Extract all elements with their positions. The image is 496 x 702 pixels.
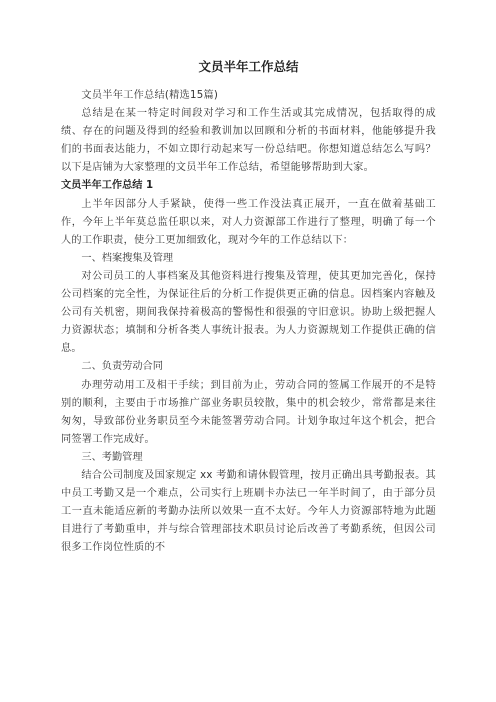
intro-paragraph: 总结是在某一特定时间段对学习和工作生活或其完成情况，包括取得的成绩、存在的问题及得到的经验和教训加以回顾和分析的书面材料，他能够提升我们的书面表达能力，不如立即行动起来写一份总结吧。你想知道总结怎么写吗？以下是店铺为大家整理的文员半年工作总结，希望能够帮助到大家。 (61, 108, 436, 174)
document-title: 文员半年工作总结 (198, 59, 299, 74)
paragraph-contracts: 办理劳动用工及相干手续；到目前为止，劳动合同的签属工作展开的不是特别的顺利，主要由于市场推广部业务职员较散，集中的机会较少，常常都是来往匆匆，导致部份业务职员至今未能签署劳动合同。计划争取过年这个机会，把合同签署工作完成好。 (61, 379, 436, 445)
paragraph-1: 上半年因部分人手紧缺，使得一些工作没法真正展开，一直在做着基础工作，今年上半年莫总监任职以来，对人力资源部工作进行了整理，明确了每一个人的工作职责，使分工更加细致化，现对今年的工作总结以下： (61, 198, 436, 246)
document-subtitle: 文员半年工作总结(精选15篇) (81, 90, 219, 101)
section-heading-contracts: 二、负责劳动合同 (81, 361, 163, 373)
summary-heading-1: 文员半年工作总结 1 (61, 180, 154, 192)
section-heading-archives: 一、档案搜集及管理 (81, 252, 174, 264)
paragraph-archives: 对公司员工的人事档案及其他资料进行搜集及管理，使其更加完善化，保持公司档案的完全性，为保证往后的分析工作提供更正确的信息。因档案内容触及公司有关机密，期间我保持着极高的警惕性和很强的守旧意识。协助上级把握人力资源状态；填制和分析各类人事统计报表。为人力资源规划工作提供正确的信息。 (61, 270, 436, 355)
section-heading-attendance: 三、考勤管理 (81, 451, 143, 463)
paragraph-attendance: 结合公司制度及国家规定 xx 考勤和请休假管理，按月正确出具考勤报表。其中员工考勤又是一个难点，公司实行上班刷卡办法已一年半时间了，由于部分员工一直未能适应新的考勤办法所以效果一直不太好。今年人力资源部特地为此题目进行了考勤重申，并与综合管理部技术职员讨论后改善了考勤系统，但因公司很多工作岗位性质的不 (61, 469, 436, 554)
